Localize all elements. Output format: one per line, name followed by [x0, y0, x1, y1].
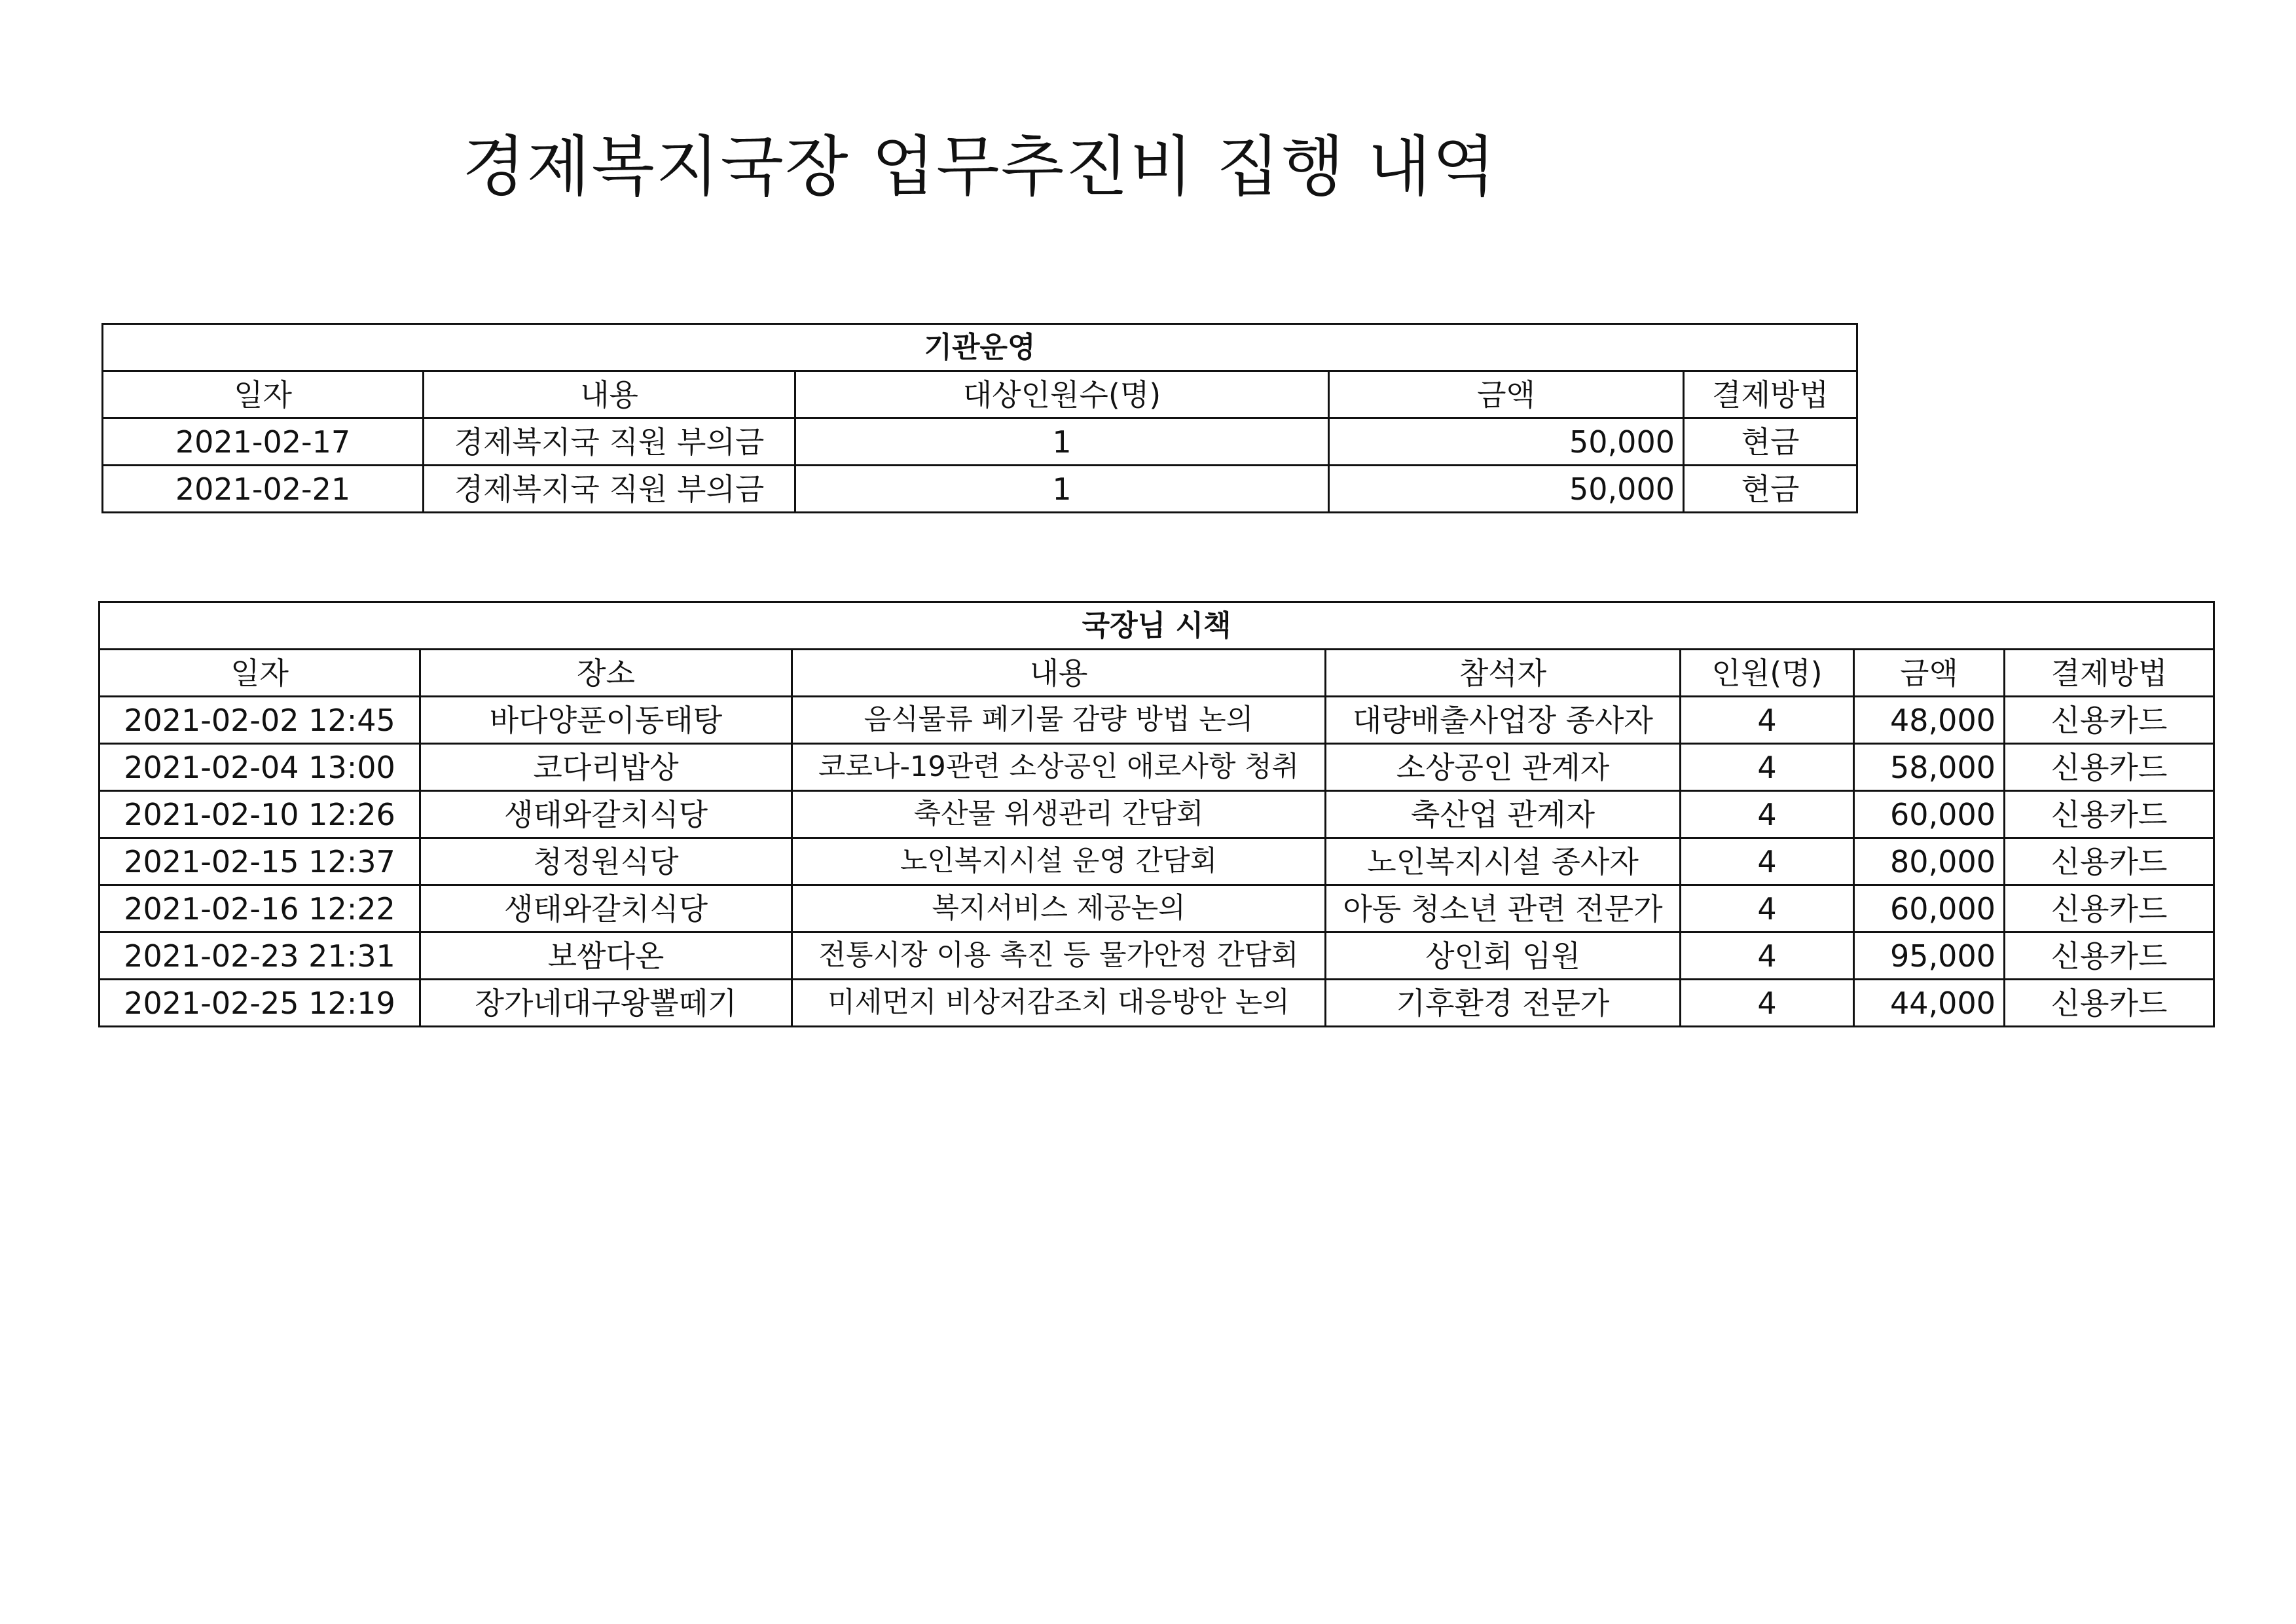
header-cell: 내용	[424, 371, 795, 418]
amount-cell: 60,000	[1854, 791, 2005, 838]
section-title: 국장님 시책	[100, 602, 2214, 650]
section-row	[100, 602, 2214, 650]
payment-cell: 현금	[1684, 466, 1857, 513]
header-cell: 참석자	[1326, 650, 1681, 697]
datetime-cell: 2021-02-10 12:26	[100, 791, 420, 838]
header-cell: 인원(명)	[1681, 650, 1854, 697]
attendees-cell: 아동 청소년 관련 전문가	[1326, 885, 1681, 932]
place-cell: 바다양푼이동태탕	[420, 697, 792, 744]
content-cell: 미세먼지 비상저감조치 대응방안 논의	[792, 980, 1326, 1027]
amount-cell: 44,000	[1854, 980, 2005, 1027]
table-row	[100, 932, 2214, 980]
section-row	[103, 324, 1857, 371]
payment-cell: 신용카드	[2005, 885, 2214, 932]
table-row	[103, 466, 1857, 513]
header-cell: 장소	[420, 650, 792, 697]
table-row	[103, 418, 1857, 466]
count-cell: 4	[1681, 697, 1854, 744]
table-row	[100, 885, 2214, 932]
amount-cell: 80,000	[1854, 838, 2005, 885]
table-row	[100, 697, 2214, 744]
payment-cell: 신용카드	[2005, 744, 2214, 791]
count-cell: 4	[1681, 980, 1854, 1027]
payment-cell: 신용카드	[2005, 980, 2214, 1027]
amount-cell: 95,000	[1854, 932, 2005, 980]
payment-cell: 신용카드	[2005, 932, 2214, 980]
header-cell: 결제방법	[2005, 650, 2214, 697]
date-cell: 2021-02-21	[103, 466, 424, 513]
header-cell: 대상인원수(명)	[795, 371, 1329, 418]
table-row	[100, 791, 2214, 838]
place-cell: 생태와갈치식당	[420, 791, 792, 838]
count-cell: 1	[795, 466, 1329, 513]
header-cell: 일자	[103, 371, 424, 418]
amount-cell: 50,000	[1329, 466, 1684, 513]
place-cell: 코다리밥상	[420, 744, 792, 791]
content-cell: 음식물류 폐기물 감량 방법 논의	[792, 697, 1326, 744]
header-row	[103, 371, 1857, 418]
page-title: 경제복지국장 업무추진비 집행 내역	[462, 128, 1497, 205]
count-cell: 4	[1681, 791, 1854, 838]
table-row	[100, 838, 2214, 885]
amount-cell: 58,000	[1854, 744, 2005, 791]
place-cell: 보쌈다온	[420, 932, 792, 980]
attendees-cell: 상인회 임원	[1326, 932, 1681, 980]
payment-cell: 신용카드	[2005, 697, 2214, 744]
content-cell: 전통시장 이용 촉진 등 물가안정 간담회	[792, 932, 1326, 980]
table-row	[100, 744, 2214, 791]
count-cell: 4	[1681, 838, 1854, 885]
count-cell: 4	[1681, 744, 1854, 791]
amount-cell: 50,000	[1329, 418, 1684, 466]
amount-cell: 48,000	[1854, 697, 2005, 744]
content-cell: 경제복지국 직원 부의금	[424, 418, 795, 466]
header-cell: 내용	[792, 650, 1326, 697]
datetime-cell: 2021-02-04 13:00	[100, 744, 420, 791]
header-cell: 금액	[1854, 650, 2005, 697]
attendees-cell: 소상공인 관계자	[1326, 744, 1681, 791]
attendees-cell: 축산업 관계자	[1326, 791, 1681, 838]
content-cell: 노인복지시설 운영 간담회	[792, 838, 1326, 885]
place-cell: 청정원식당	[420, 838, 792, 885]
content-cell: 복지서비스 제공논의	[792, 885, 1326, 932]
datetime-cell: 2021-02-23 21:31	[100, 932, 420, 980]
count-cell: 4	[1681, 932, 1854, 980]
content-cell: 경제복지국 직원 부의금	[424, 466, 795, 513]
datetime-cell: 2021-02-15 12:37	[100, 838, 420, 885]
payment-cell: 신용카드	[2005, 838, 2214, 885]
attendees-cell: 기후환경 전문가	[1326, 980, 1681, 1027]
amount-cell: 60,000	[1854, 885, 2005, 932]
attendees-cell: 노인복지시설 종사자	[1326, 838, 1681, 885]
datetime-cell: 2021-02-16 12:22	[100, 885, 420, 932]
count-cell: 4	[1681, 885, 1854, 932]
org-operation-table	[101, 323, 1858, 513]
place-cell: 장가네대구왕뽈떼기	[420, 980, 792, 1027]
director-policy-table	[98, 601, 2215, 1027]
section-title: 기관운영	[103, 324, 1857, 371]
header-cell: 일자	[100, 650, 420, 697]
payment-cell: 신용카드	[2005, 791, 2214, 838]
header-cell: 금액	[1329, 371, 1684, 418]
count-cell: 1	[795, 418, 1329, 466]
header-cell: 결제방법	[1684, 371, 1857, 418]
date-cell: 2021-02-17	[103, 418, 424, 466]
content-cell: 코로나-19관련 소상공인 애로사항 청취	[792, 744, 1326, 791]
attendees-cell: 대량배출사업장 종사자	[1326, 697, 1681, 744]
content-cell: 축산물 위생관리 간담회	[792, 791, 1326, 838]
datetime-cell: 2021-02-25 12:19	[100, 980, 420, 1027]
table-row	[100, 980, 2214, 1027]
datetime-cell: 2021-02-02 12:45	[100, 697, 420, 744]
payment-cell: 현금	[1684, 418, 1857, 466]
place-cell: 생태와갈치식당	[420, 885, 792, 932]
header-row	[100, 650, 2214, 697]
